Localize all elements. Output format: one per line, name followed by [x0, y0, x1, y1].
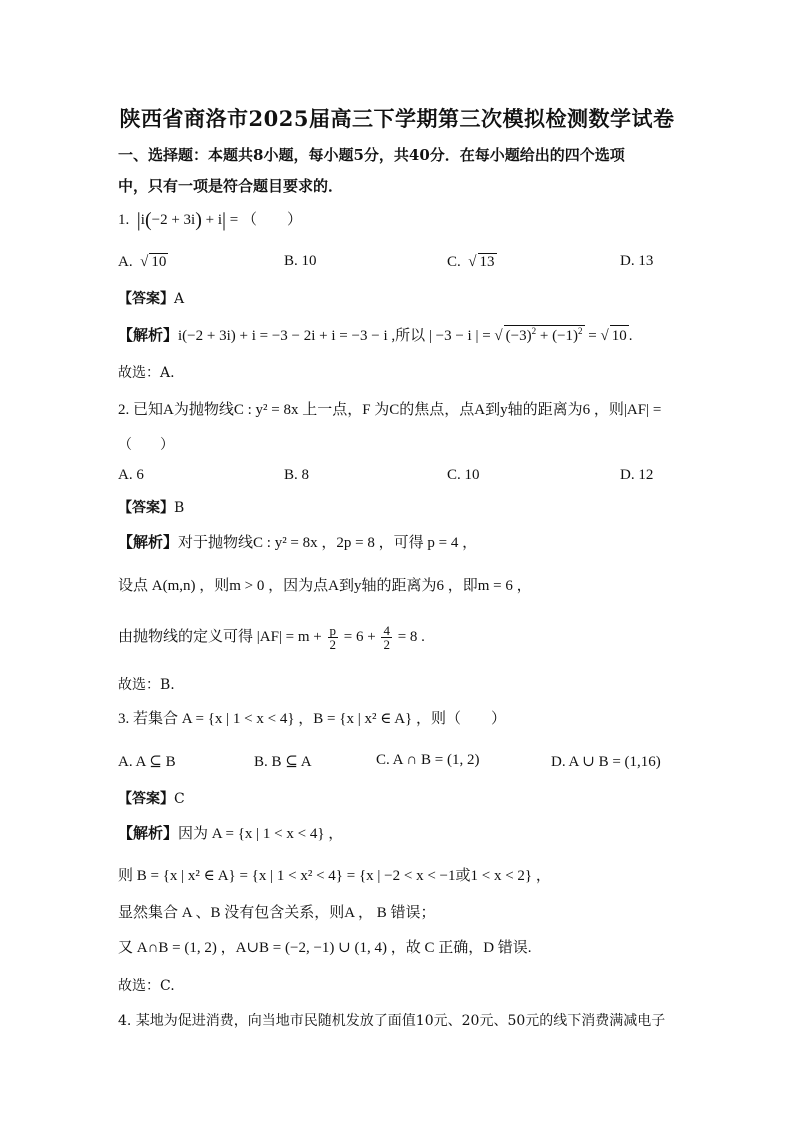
q2-answer: 【答案】B	[118, 500, 185, 516]
q1-stem	[118, 210, 302, 230]
q3-stem: 3. 若集合 A = {x | 1 < x < 4} ，B = {x | x² ∈ A} ，则（ ）	[118, 711, 507, 727]
q1-option-a: A. √ 10	[118, 254, 167, 270]
q1-option-a-value: 10	[151, 254, 167, 270]
q1-option-b: B. 10	[284, 253, 317, 269]
q2-option-a: A. 6	[118, 467, 144, 483]
q1-stem-tail: = （ ）	[229, 212, 302, 228]
q2-option-b: B. 8	[284, 467, 310, 483]
q1-conclusion: 故选：A.	[118, 365, 175, 381]
q2-analysis-line-3: 由抛物线的定义可得 |AF| = m + $\frac{p}{2}$ = 6 + $\frac{4}{2}$ = 8 .	[118, 623, 425, 652]
page-title: 陕西省商洛市2025届高三下学期第三次模拟检测数学试卷	[119, 106, 675, 131]
q3-conclusion: 故选：C.	[118, 978, 175, 994]
q3-option-d: D. A ∪ B = (1,16)	[551, 754, 661, 770]
q3-analysis-line-3: 显然集合 A 、B 没有包含关系，则A ， B 错误；	[118, 905, 436, 921]
q2-fraction-p-over-2: $\frac{p}{2}$	[329, 623, 337, 652]
q1-answer: 【答案】A	[118, 291, 185, 307]
q1-expression: |i(−2 + 3i) + i|	[136, 209, 227, 231]
q3-option-c: C. A ∩ B = (1, 2)	[376, 752, 480, 768]
q3-analysis-line-1: 【解析】因为 A = {x | 1 < x < 4} ，	[118, 826, 344, 842]
q2-fraction-4-over-2: $\frac{4}{2}$	[383, 623, 390, 652]
q1-analysis-modulus: | −3 − i | = √ $(-3)^2 + (-1)^2$ = √ 10	[428, 326, 627, 344]
section-heading-line-1: 一、选择题：本题共8小题，每小题5分，共40分．在每小题给出的四个选项	[118, 146, 625, 164]
q3-analysis-line-4: 又 A∩B = (1, 2) ，A∪B = (−2, −1) ∪ (1, 4) ，故 C 正确，D 错误.	[118, 940, 532, 956]
q2-stem: 2. 已知A为抛物线C : y² = 8x 上一点，F 为C的焦点，点A到y轴的距离为6 ，则|AF| =	[118, 402, 662, 418]
q1-option-c-value: 13	[479, 254, 495, 270]
q1-analysis: 【解析】i(−2 + 3i) + i = −3 − 2i + i = −3 − i ,所以 | −3 − i | = √ $(-3)^2 + (-1)^2$ = √ 10 .	[118, 326, 633, 344]
q3-answer: 【答案】C	[118, 791, 185, 807]
section-heading-line-2: 中，只有一项是符合题目要求的．	[118, 177, 344, 195]
q1-option-d: D. 13	[620, 253, 654, 269]
q1-option-c: C. √ 13	[447, 254, 495, 270]
q2-stem-cont: （ ）	[118, 437, 174, 453]
q3-option-a: A. A ⊆ B	[118, 754, 176, 770]
q1-number: 1.	[118, 212, 130, 228]
q4-stem: 4. 某地为促进消费，向当地市民随机发放了面值10元、20元、50元的线下消费满减电子	[118, 1013, 666, 1029]
q3-analysis-line-2: 则 B = {x | x² ∈ A} = {x | 1 < x² < 4} = {x | −2 < x < −1或1 < x < 2} ，	[118, 868, 551, 884]
q2-analysis-line-2: 设点 A(m,n) ，则m > 0 ，因为点A到y轴的距离为6 ，即m = 6 ，	[118, 578, 532, 594]
q2-analysis-line-1: 【解析】对于抛物线C : y² = 8x ，2p = 8 ，可得 p = 4 ，	[118, 535, 478, 551]
q2-option-c: C. 10	[447, 467, 480, 483]
q2-option-d: D. 12	[620, 467, 654, 483]
q2-conclusion: 故选：B.	[118, 677, 175, 693]
q3-option-b: B. B ⊆ A	[254, 754, 312, 770]
